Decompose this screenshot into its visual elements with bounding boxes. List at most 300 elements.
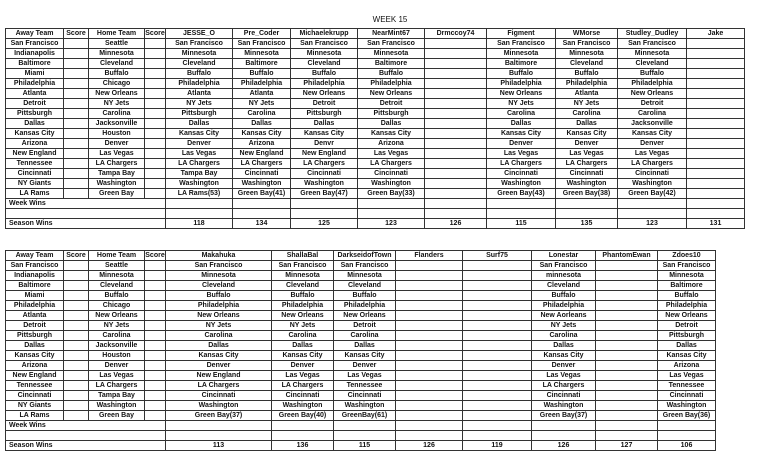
pick-cell: Washington <box>358 179 425 189</box>
away-score <box>64 159 89 169</box>
home-team: Buffalo <box>89 69 145 79</box>
pick-cell: Baltimore <box>658 281 716 291</box>
home-score <box>145 361 166 371</box>
player-name: Figment <box>487 29 556 39</box>
pick-cell: San Francisco <box>272 261 334 271</box>
season-wins-value: 134 <box>233 219 291 229</box>
home-team: Houston <box>89 351 145 361</box>
spacer-cell <box>596 431 658 441</box>
pick-cell: New Aorleans <box>532 311 596 321</box>
pick-cell: Washington <box>233 179 291 189</box>
home-team-header: Home Team <box>89 29 145 39</box>
pick-cell: Carolina <box>166 331 272 341</box>
pick-cell <box>425 49 487 59</box>
away-team: Detroit <box>6 99 64 109</box>
away-team: Arizona <box>6 139 64 149</box>
week-wins-cell <box>463 421 532 431</box>
pick-cell <box>396 261 463 271</box>
home-team: Minnesota <box>89 49 145 59</box>
game-row <box>6 361 716 371</box>
spacer-cell <box>425 209 487 219</box>
pick-cell: Kansas City <box>658 351 716 361</box>
player-name: PhantomEwan <box>596 251 658 261</box>
away-score-header: Score <box>64 29 89 39</box>
home-score <box>145 291 166 301</box>
season-wins-value: 125 <box>291 219 358 229</box>
player-name: Flanders <box>396 251 463 261</box>
pick-cell: Carolina <box>556 109 618 119</box>
away-score <box>64 149 89 159</box>
pick-cell: Cincinnati <box>334 391 396 401</box>
pick-cell: San Francisco <box>233 39 291 49</box>
away-team: Tennessee <box>6 381 64 391</box>
season-wins-label: Season Wins <box>6 219 166 229</box>
pick-cell: San Francisco <box>166 261 272 271</box>
pick-cell: San Francisco <box>618 39 687 49</box>
pick-cell: Las Vegas <box>532 371 596 381</box>
away-score <box>64 371 89 381</box>
pick-cell <box>396 291 463 301</box>
pick-cell: Cincinnati <box>532 391 596 401</box>
pick-cell <box>396 371 463 381</box>
season-wins-row <box>6 441 716 451</box>
spacer-cell <box>358 209 425 219</box>
pick-cell: Philadelphia <box>166 301 272 311</box>
season-wins-value: 118 <box>166 219 233 229</box>
away-score <box>64 89 89 99</box>
pick-cell <box>687 179 745 189</box>
pick-cell <box>596 281 658 291</box>
pick-cell: Washington <box>618 179 687 189</box>
game-row <box>6 331 716 341</box>
pick-cell: Denver <box>166 361 272 371</box>
pick-cell: Cincinnati <box>618 169 687 179</box>
pick-cell <box>687 39 745 49</box>
pick-cell <box>396 351 463 361</box>
season-wins-value: 106 <box>658 441 716 451</box>
pick-cell: Kansas City <box>233 129 291 139</box>
pick-cell: Denvr <box>291 139 358 149</box>
away-team: NY Giants <box>6 179 64 189</box>
week-wins-cell <box>396 421 463 431</box>
spacer-cell <box>6 209 166 219</box>
pick-cell: Cleveland <box>166 59 233 69</box>
away-team: Dallas <box>6 119 64 129</box>
pick-cell <box>687 49 745 59</box>
week-wins-cell <box>556 199 618 209</box>
pick-cell: Philadelphia <box>272 301 334 311</box>
game-row <box>6 99 745 109</box>
pick-cell: Cincinnati <box>358 169 425 179</box>
season-wins-value: 135 <box>556 219 618 229</box>
pick-cell: GreenBay(61) <box>334 411 396 421</box>
away-team: Tennessee <box>6 159 64 169</box>
home-score-header: Score <box>145 30 165 37</box>
pick-cell: New Orleans <box>291 89 358 99</box>
spacer-row <box>6 209 745 219</box>
game-row <box>6 79 745 89</box>
spacer-cell <box>463 431 532 441</box>
pick-cell: New Orleans <box>487 89 556 99</box>
week-wins-row <box>6 199 745 209</box>
pick-cell: Cleveland <box>618 59 687 69</box>
pick-cell: Green Bay(40) <box>272 411 334 421</box>
away-team: Dallas <box>6 341 64 351</box>
away-team: Baltimore <box>6 59 64 69</box>
pick-cell: Carolina <box>487 109 556 119</box>
away-team: New England <box>6 371 64 381</box>
game-row <box>6 59 745 69</box>
top-section <box>5 28 745 229</box>
game-row <box>6 411 716 421</box>
player-name: ShallaBal <box>272 251 334 261</box>
pick-cell: New Orleans <box>618 89 687 99</box>
pick-cell: Washington <box>272 401 334 411</box>
pick-cell: Denver <box>487 139 556 149</box>
pick-cell: San Francisco <box>334 261 396 271</box>
pick-cell: New England <box>291 149 358 159</box>
home-score <box>145 179 166 189</box>
home-team: Tampa Bay <box>89 169 145 179</box>
away-score <box>64 169 89 179</box>
pick-cell: Washington <box>532 401 596 411</box>
pick-cell: Green Bay(47) <box>291 189 358 199</box>
pick-cell: Green Bay(33) <box>358 189 425 199</box>
pick-cell: NY Jets <box>532 321 596 331</box>
season-wins-value: 113 <box>166 441 272 451</box>
pick-cell: Buffalo <box>618 69 687 79</box>
week-wins-cell <box>272 421 334 431</box>
pick-cell <box>463 351 532 361</box>
pick-cell <box>425 89 487 99</box>
home-score <box>145 261 166 271</box>
pick-cell <box>687 149 745 159</box>
season-wins-value: 119 <box>463 441 532 451</box>
pick-cell: Pittsburgh <box>358 109 425 119</box>
home-score <box>145 341 166 351</box>
season-wins-value: 131 <box>687 219 745 229</box>
pick-cell: Atlanta <box>233 89 291 99</box>
pick-cell: Kansas City <box>358 129 425 139</box>
week-wins-cell <box>334 421 396 431</box>
season-wins-value: 126 <box>396 441 463 451</box>
pick-cell: Green Bay(38) <box>556 189 618 199</box>
pick-cell <box>687 109 745 119</box>
away-score <box>64 99 89 109</box>
away-team-header: Away Team <box>6 29 64 39</box>
home-score <box>145 109 166 119</box>
player-name: Jake <box>687 29 745 39</box>
pick-cell: Carolina <box>272 331 334 341</box>
pick-cell: San Francisco <box>487 39 556 49</box>
home-score <box>145 381 166 391</box>
away-score <box>64 189 89 199</box>
pick-cell <box>425 109 487 119</box>
pick-cell <box>425 119 487 129</box>
pick-cell: San Francisco <box>556 39 618 49</box>
season-wins-value: 126 <box>425 219 487 229</box>
away-team: Detroit <box>6 321 64 331</box>
pick-cell <box>463 371 532 381</box>
away-score <box>64 331 89 341</box>
pick-cell: Carolina <box>618 109 687 119</box>
pick-cell: Dallas <box>556 119 618 129</box>
pick-cell: LA Chargers <box>166 159 233 169</box>
season-wins-value: 123 <box>618 219 687 229</box>
pick-cell: Cincinnati <box>272 391 334 401</box>
away-score <box>64 139 89 149</box>
week-wins-label: Week Wins <box>6 421 166 431</box>
pick-cell: Las Vegas <box>166 149 233 159</box>
pick-cell <box>687 119 745 129</box>
pick-cell: Minnesota <box>166 49 233 59</box>
pick-cell: Green Bay(41) <box>233 189 291 199</box>
game-row <box>6 109 745 119</box>
pick-cell: Kansas City <box>166 351 272 361</box>
home-team: Washington <box>89 179 145 189</box>
pick-cell <box>425 59 487 69</box>
pick-cell <box>687 59 745 69</box>
player-name: Zdoes10 <box>658 251 716 261</box>
pick-cell: Washington <box>487 179 556 189</box>
pick-cell <box>425 39 487 49</box>
spacer-cell <box>166 209 233 219</box>
away-score <box>64 341 89 351</box>
pick-cell: Kansas City <box>618 129 687 139</box>
pick-cell <box>596 371 658 381</box>
away-score <box>64 391 89 401</box>
pick-cell: NY Jets <box>166 321 272 331</box>
pick-cell: Cleveland <box>291 59 358 69</box>
game-row <box>6 119 745 129</box>
week-wins-cell <box>358 199 425 209</box>
pick-cell <box>425 189 487 199</box>
pick-cell: LA Chargers <box>291 159 358 169</box>
pick-cell: Philadelphia <box>618 79 687 89</box>
pick-cell: Dallas <box>532 341 596 351</box>
pick-cell: LA Chargers <box>487 159 556 169</box>
pick-cell: Las Vegas <box>358 149 425 159</box>
player-name: Pre_Coder <box>233 29 291 39</box>
home-team: Las Vegas <box>89 371 145 381</box>
pick-cell <box>463 401 532 411</box>
away-score-header: Score <box>64 251 89 261</box>
pick-cell: San Francisco <box>291 39 358 49</box>
pick-cell: Kansas City <box>166 129 233 139</box>
pick-cell: Atlanta <box>166 89 233 99</box>
pick-cell <box>596 401 658 411</box>
pick-cell: Detroit <box>291 99 358 109</box>
home-score <box>145 69 166 79</box>
pick-cell: Buffalo <box>233 69 291 79</box>
away-team-header: Away Team <box>6 251 64 261</box>
pick-cell: Philadelphia <box>658 301 716 311</box>
away-score <box>64 381 89 391</box>
game-row <box>6 341 716 351</box>
home-score <box>145 401 166 411</box>
pick-cell: Philadelphia <box>487 79 556 89</box>
pick-cell: Philadelphia <box>291 79 358 89</box>
pick-cell <box>425 129 487 139</box>
pick-cell <box>596 271 658 281</box>
home-team: Jacksonville <box>89 119 145 129</box>
pick-cell <box>425 79 487 89</box>
pick-cell <box>396 381 463 391</box>
pick-cell: New Orleans <box>166 311 272 321</box>
away-score <box>64 311 89 321</box>
pick-cell: New Orleans <box>358 89 425 99</box>
pick-cell <box>396 401 463 411</box>
home-score <box>145 159 166 169</box>
pick-cell <box>596 391 658 401</box>
spacer-cell <box>6 431 166 441</box>
pick-cell: LA Chargers <box>233 159 291 169</box>
pick-cell <box>687 79 745 89</box>
away-score <box>64 401 89 411</box>
pick-cell <box>596 301 658 311</box>
pick-cell: Carolina <box>334 331 396 341</box>
home-score <box>145 189 166 199</box>
season-wins-value: 136 <box>272 441 334 451</box>
top-picks-table <box>5 28 745 229</box>
away-team: New England <box>6 149 64 159</box>
home-team: Cleveland <box>89 281 145 291</box>
pick-cell: Philadelphia <box>358 79 425 89</box>
away-score <box>64 411 89 421</box>
home-score <box>145 129 166 139</box>
pick-cell: Cleveland <box>166 281 272 291</box>
away-team: Miami <box>6 69 64 79</box>
home-team: Tampa Bay <box>89 391 145 401</box>
pick-cell: Denver <box>532 361 596 371</box>
pick-cell: Detroit <box>358 99 425 109</box>
player-name: Surf75 <box>463 251 532 261</box>
home-team: NY Jets <box>89 321 145 331</box>
home-score <box>145 139 166 149</box>
pick-cell: Philadelphia <box>532 301 596 311</box>
away-team: Philadelphia <box>6 79 64 89</box>
pick-cell: Dallas <box>358 119 425 129</box>
spacer-cell <box>396 431 463 441</box>
pick-cell: Cincinnati <box>166 391 272 401</box>
home-score <box>145 49 166 59</box>
pick-cell: San Francisco <box>658 261 716 271</box>
pick-cell <box>396 301 463 311</box>
pick-cell: Denver <box>556 139 618 149</box>
home-team: Minnesota <box>89 271 145 281</box>
pick-cell: Kansas City <box>487 129 556 139</box>
home-score <box>145 371 166 381</box>
pick-cell <box>687 89 745 99</box>
pick-cell: Detroit <box>334 321 396 331</box>
pick-cell: Philadelphia <box>556 79 618 89</box>
pick-cell: Cleveland <box>272 281 334 291</box>
game-row <box>6 189 745 199</box>
away-team: Pittsburgh <box>6 331 64 341</box>
pick-cell: Minnesota <box>487 49 556 59</box>
pick-cell: Dallas <box>658 341 716 351</box>
away-score <box>64 281 89 291</box>
pick-cell: Cincinnati <box>291 169 358 179</box>
pick-cell <box>596 321 658 331</box>
week-wins-cell <box>687 199 745 209</box>
home-team: Denver <box>89 139 145 149</box>
pick-cell: minnesota <box>532 271 596 281</box>
week-wins-cell <box>532 421 596 431</box>
season-wins-label: Season Wins <box>6 441 166 451</box>
away-team: Atlanta <box>6 89 64 99</box>
pick-cell: Denver <box>334 361 396 371</box>
away-score <box>64 291 89 301</box>
game-row <box>6 271 716 281</box>
away-team: Pittsburgh <box>6 109 64 119</box>
home-score <box>145 331 166 341</box>
pick-cell: LA Rams(53) <box>166 189 233 199</box>
away-team: Kansas City <box>6 129 64 139</box>
pick-cell: Green Bay(43) <box>487 189 556 199</box>
week-wins-cell <box>425 199 487 209</box>
pick-cell: Carolina <box>233 109 291 119</box>
game-row <box>6 89 745 99</box>
home-score <box>145 39 166 49</box>
home-team: Las Vegas <box>89 149 145 159</box>
pick-cell: San Francisco <box>532 261 596 271</box>
pick-cell <box>463 311 532 321</box>
game-row <box>6 129 745 139</box>
pick-cell: San Francisco <box>166 39 233 49</box>
home-team: LA Chargers <box>89 381 145 391</box>
pick-cell <box>463 291 532 301</box>
pick-cell: Dallas <box>166 341 272 351</box>
pick-cell: Minnesota <box>272 271 334 281</box>
pick-cell: Minnesota <box>233 49 291 59</box>
pick-cell <box>596 331 658 341</box>
pick-cell <box>596 291 658 301</box>
away-score <box>64 59 89 69</box>
game-row <box>6 291 716 301</box>
pick-cell: Las Vegas <box>658 371 716 381</box>
pick-cell: New Orleans <box>272 311 334 321</box>
pick-cell: New Orleans <box>334 311 396 321</box>
pick-cell: Kansas City <box>272 351 334 361</box>
pick-cell: Philadelphia <box>233 79 291 89</box>
home-team-header: Home Team <box>89 251 145 261</box>
pick-cell: Philadelphia <box>334 301 396 311</box>
pick-cell: LA Chargers <box>166 381 272 391</box>
pick-cell: Dallas <box>334 341 396 351</box>
pick-cell: Green Bay(37) <box>532 411 596 421</box>
spacer-cell <box>618 209 687 219</box>
home-team: Carolina <box>89 109 145 119</box>
pick-cell: Buffalo <box>166 291 272 301</box>
pick-cell: Washington <box>556 179 618 189</box>
pick-cell: Las Vegas <box>556 149 618 159</box>
away-score <box>64 69 89 79</box>
away-team: Indianapolis <box>6 271 64 281</box>
pick-cell <box>463 281 532 291</box>
pick-cell <box>463 271 532 281</box>
pick-cell: Minnesota <box>556 49 618 59</box>
game-row <box>6 149 745 159</box>
pick-cell: Denver <box>166 139 233 149</box>
pick-cell: Pittsburgh <box>291 109 358 119</box>
home-team: NY Jets <box>89 99 145 109</box>
home-score <box>145 301 166 311</box>
pick-cell <box>396 341 463 351</box>
spacer-row <box>6 431 716 441</box>
home-team: New Orleans <box>89 89 145 99</box>
game-row <box>6 401 716 411</box>
